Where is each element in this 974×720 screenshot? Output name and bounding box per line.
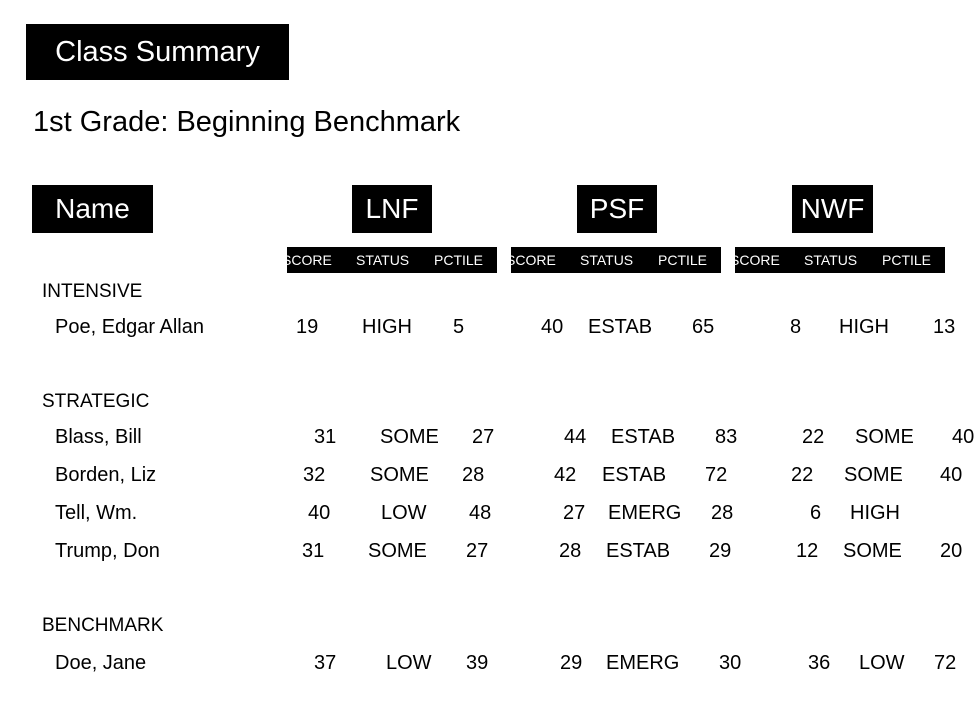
page-title: Class Summary bbox=[26, 24, 289, 80]
lnf-pctile: 28 bbox=[462, 464, 485, 486]
nwf-pctile: 13 bbox=[933, 316, 956, 338]
lnf-score: 31 bbox=[314, 426, 337, 448]
psf-status: EMERG bbox=[606, 652, 680, 674]
lnf-pctile: 48 bbox=[469, 502, 492, 524]
page-subtitle: 1st Grade: Beginning Benchmark bbox=[33, 106, 461, 138]
student-name: Poe, Edgar Allan bbox=[55, 316, 204, 338]
nwf-status: LOW bbox=[859, 652, 905, 674]
psf-score: 27 bbox=[563, 502, 586, 524]
table-row bbox=[0, 540, 963, 568]
nwf-score: 22 bbox=[802, 426, 825, 448]
psf-status: ESTAB bbox=[606, 540, 671, 562]
psf-status: ESTAB bbox=[588, 316, 653, 338]
psf-pctile-subheader: PCTILE bbox=[658, 252, 708, 268]
nwf-score: 6 bbox=[810, 502, 822, 524]
table-row bbox=[0, 426, 974, 454]
psf-score-subheader: SCORE bbox=[506, 252, 556, 268]
psf-status: ESTAB bbox=[602, 464, 667, 486]
nwf-pctile: 72 bbox=[934, 652, 957, 674]
student-name: Tell, Wm. bbox=[55, 502, 138, 524]
name-column-header: Name bbox=[32, 185, 153, 233]
psf-pctile: 65 bbox=[692, 316, 715, 338]
lnf-status: SOME bbox=[370, 464, 429, 486]
table-row bbox=[0, 652, 960, 680]
student-name: Doe, Jane bbox=[55, 652, 147, 674]
lnf-status: HIGH bbox=[362, 316, 412, 338]
nwf-status: HIGH bbox=[839, 316, 889, 338]
nwf-pctile-subheader: PCTILE bbox=[882, 252, 932, 268]
lnf-pctile-subheader: PCTILE bbox=[434, 252, 484, 268]
lnf-status: SOME bbox=[380, 426, 439, 448]
psf-pctile: 30 bbox=[719, 652, 742, 674]
psf-status: ESTAB bbox=[611, 426, 676, 448]
psf-score: 42 bbox=[554, 464, 577, 486]
lnf-score: 32 bbox=[303, 464, 326, 486]
nwf-status: SOME bbox=[855, 426, 914, 448]
nwf-column-header: NWF bbox=[792, 185, 873, 233]
lnf-score: 31 bbox=[302, 540, 325, 562]
psf-score: 44 bbox=[564, 426, 587, 448]
psf-score: 28 bbox=[559, 540, 582, 562]
psf-status-subheader: STATUS bbox=[580, 252, 634, 268]
lnf-score: 37 bbox=[314, 652, 337, 674]
psf-subheader bbox=[506, 247, 721, 273]
psf-pctile: 72 bbox=[705, 464, 728, 486]
group-label-benchmark: BENCHMARK bbox=[42, 615, 164, 636]
nwf-score: 12 bbox=[796, 540, 819, 562]
psf-pctile: 28 bbox=[711, 502, 734, 524]
nwf-score: 8 bbox=[790, 316, 802, 338]
table-row bbox=[0, 464, 963, 492]
nwf-score-subheader: SCORE bbox=[730, 252, 780, 268]
psf-score: 29 bbox=[560, 652, 583, 674]
psf-pctile: 29 bbox=[709, 540, 732, 562]
nwf-status: HIGH bbox=[850, 502, 900, 524]
lnf-status: SOME bbox=[368, 540, 427, 562]
psf-column-header: PSF bbox=[577, 185, 657, 233]
lnf-column-header: LNF bbox=[352, 185, 432, 233]
lnf-pctile: 27 bbox=[466, 540, 489, 562]
nwf-status: SOME bbox=[843, 540, 902, 562]
psf-score: 40 bbox=[541, 316, 564, 338]
table-row bbox=[0, 502, 960, 530]
lnf-score: 19 bbox=[296, 316, 319, 338]
lnf-subheader bbox=[282, 247, 497, 273]
psf-pctile: 83 bbox=[715, 426, 738, 448]
psf-status: EMERG bbox=[608, 502, 682, 524]
lnf-pctile: 5 bbox=[453, 316, 465, 338]
lnf-pctile: 39 bbox=[466, 652, 489, 674]
group-label-intensive: INTENSIVE bbox=[42, 281, 143, 302]
nwf-pctile: 40 bbox=[940, 464, 963, 486]
nwf-score: 22 bbox=[791, 464, 814, 486]
nwf-pctile: 40 bbox=[952, 426, 974, 448]
lnf-score-subheader: SCORE bbox=[282, 252, 332, 268]
student-name: Trump, Don bbox=[55, 540, 160, 562]
lnf-pctile: 27 bbox=[472, 426, 495, 448]
nwf-subheader bbox=[730, 247, 945, 273]
lnf-score: 40 bbox=[308, 502, 331, 524]
lnf-status: LOW bbox=[386, 652, 432, 674]
lnf-status-subheader: STATUS bbox=[356, 252, 410, 268]
table-row bbox=[0, 316, 960, 344]
nwf-pctile: 20 bbox=[940, 540, 963, 562]
nwf-score: 36 bbox=[808, 652, 831, 674]
group-label-strategic: STRATEGIC bbox=[42, 391, 150, 412]
nwf-status-subheader: STATUS bbox=[804, 252, 858, 268]
student-name: Borden, Liz bbox=[55, 464, 157, 486]
lnf-status: LOW bbox=[381, 502, 427, 524]
nwf-status: SOME bbox=[844, 464, 903, 486]
student-name: Blass, Bill bbox=[55, 426, 142, 448]
